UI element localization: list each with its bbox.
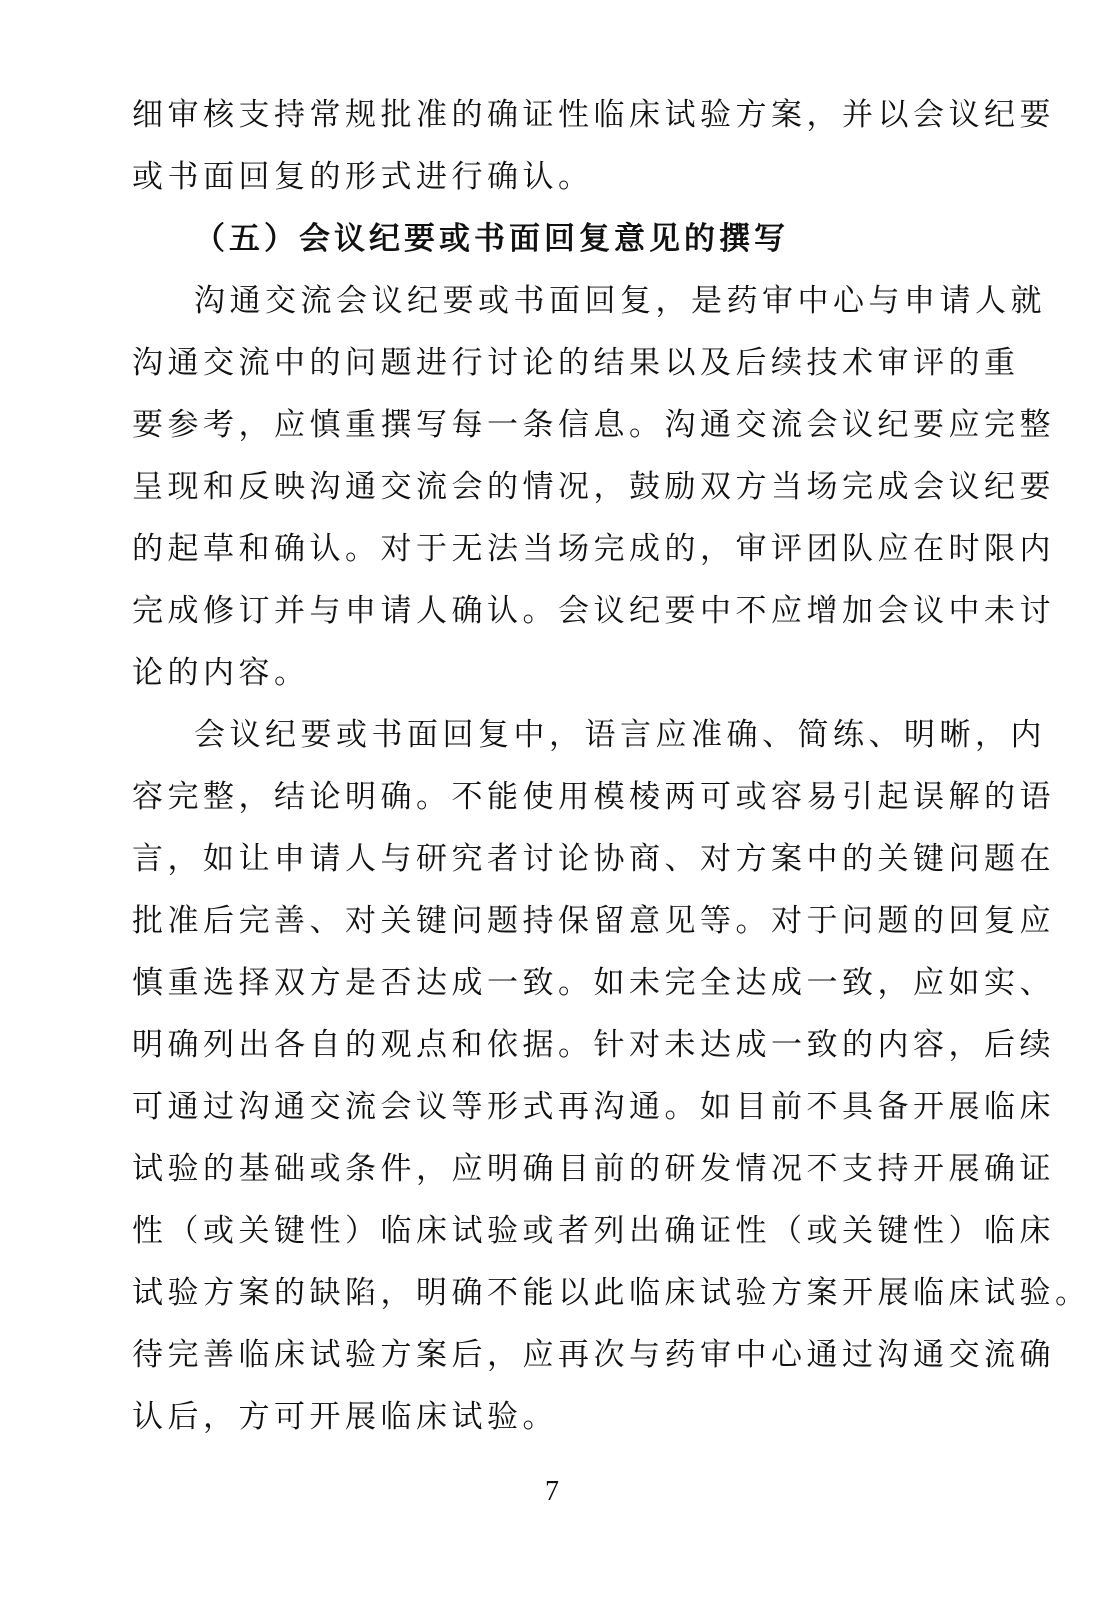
paragraph-line: 沟通交流会议纪要或书面回复，是药审中心与申请人就 <box>194 283 1046 319</box>
paragraph-line: 言，如让申请人与研究者讨论协商、对方案中的关键问题在 <box>132 841 1055 877</box>
paragraph-line: 会议纪要或书面回复中，语言应准确、简练、明晰，内 <box>194 717 1046 753</box>
paragraph-line: 容完整，结论明确。不能使用模棱两可或容易引起误解的语 <box>132 779 1055 815</box>
paragraph-line: 明确列出各自的观点和依据。针对未达成一致的内容，后续 <box>132 1027 1055 1063</box>
paragraph-line: 细审核支持常规批准的确证性临床试验方案，并以会议纪要 <box>132 97 1055 133</box>
paragraph-line: 可通过沟通交流会议等形式再沟通。如目前不具备开展临床 <box>132 1089 1055 1125</box>
document-body <box>132 84 1091 1448</box>
paragraph-line: 要参考，应慎重撰写每一条信息。沟通交流会议纪要应完整 <box>132 407 1055 443</box>
paragraph-line: 的起草和确认。对于无法当场完成的，审评团队应在时限内 <box>132 531 1055 567</box>
paragraph-line: 认后，方可开展临床试验。 <box>132 1399 558 1435</box>
paragraph-line: 或书面回复的形式进行确认。 <box>132 159 594 195</box>
section-heading: （五）会议纪要或书面回复意见的撰写 <box>194 221 789 257</box>
paragraph-line: 慎重选择双方是否达成一致。如未完全达成一致，应如实、 <box>132 965 1055 1001</box>
paragraph-line: 批准后完善、对关键问题持保留意见等。对于问题的回复应 <box>132 903 1055 939</box>
paragraph-line: 呈现和反映沟通交流会的情况，鼓励双方当场完成会议纪要 <box>132 469 1055 505</box>
paragraph-line: 沟通交流中的问题进行讨论的结果以及后续技术审评的重 <box>132 345 1020 381</box>
paragraph-line: 试验的基础或条件，应明确目前的研发情况不支持开展确证 <box>132 1151 1055 1187</box>
paragraph-line: 论的内容。 <box>132 655 310 691</box>
paragraph-line: 试验方案的缺陷，明确不能以此临床试验方案开展临床试验。 <box>132 1275 1091 1311</box>
paragraph-line: 完成修订并与申请人确认。会议纪要中不应增加会议中未讨 <box>132 593 1055 629</box>
paragraph-line: 性（或关键性）临床试验或者列出确证性（或关键性）临床 <box>132 1213 1055 1249</box>
page-number: 7 <box>545 1476 559 1507</box>
paragraph-line: 待完善临床试验方案后，应再次与药审中心通过沟通交流确 <box>132 1337 1055 1373</box>
